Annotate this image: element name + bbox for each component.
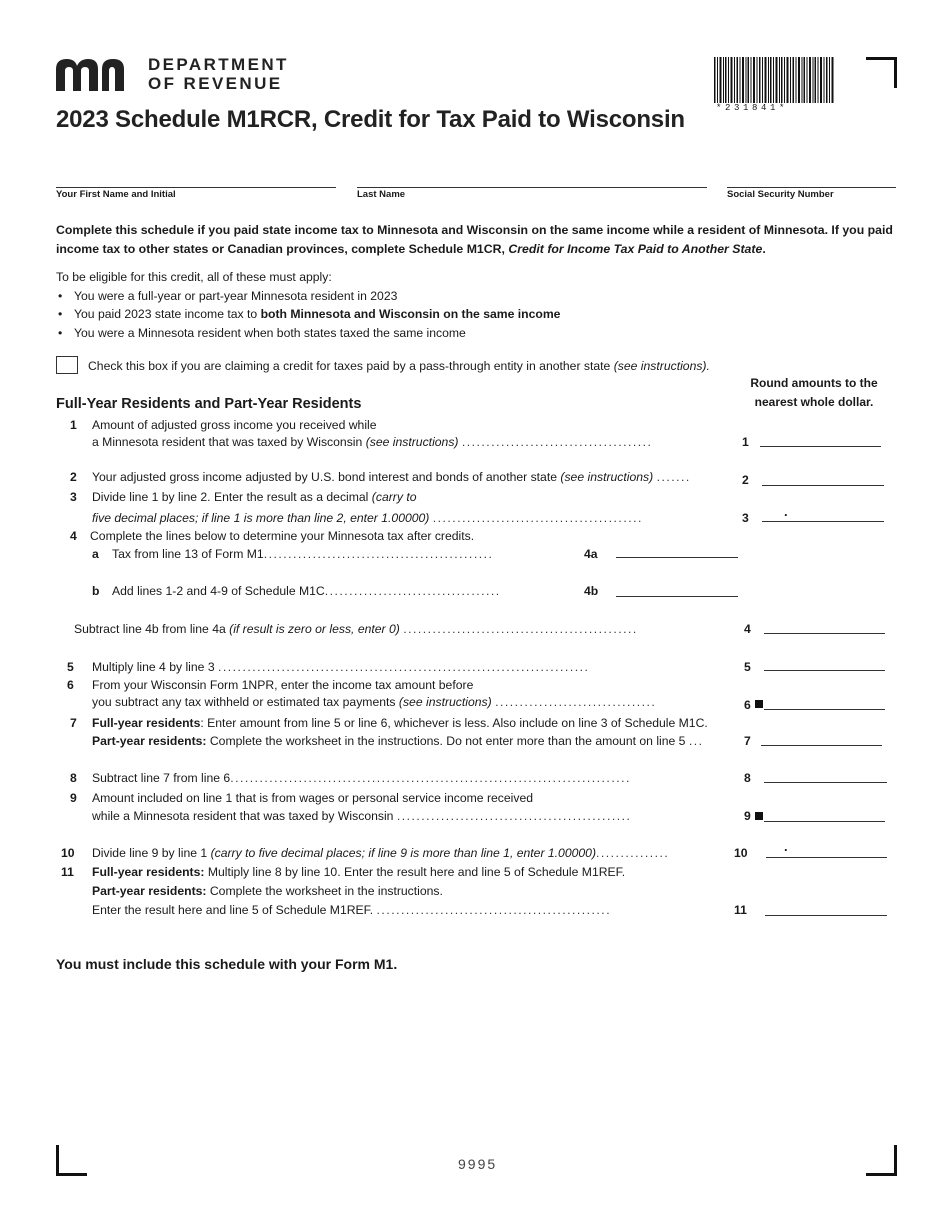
line6-desc: you subtract any tax withheld or estimated tax payments — [92, 695, 396, 709]
pass-through-checkbox[interactable] — [56, 356, 78, 374]
line3-desc: Divide line 1 by line 2. Enter the result as a decimal — [92, 490, 369, 504]
barcode-icon — [714, 57, 834, 103]
line-number: 9 — [70, 791, 77, 805]
line4-box-label: 4 — [744, 622, 751, 636]
line4a-letter: a — [92, 547, 99, 561]
leader-dots: .................................... — [324, 584, 501, 598]
line7-box-label: 7 — [744, 734, 751, 748]
checkbox-text: Check this box if you are claiming a credit for taxes paid by a pass-through entity in another state — [88, 359, 611, 373]
line7-full-year-text: : Enter amount from line 5 or line 6, whichever is less. Also include on line 3 of Schedule M1C. — [200, 716, 708, 730]
line4a-text — [112, 547, 493, 561]
leader-dots: .................................................................................. — [230, 771, 631, 785]
line8-box-label: 8 — [744, 771, 751, 785]
line10-text — [92, 846, 669, 860]
line3-note-a: (carry to — [371, 490, 417, 504]
intro-end: . — [762, 242, 766, 256]
line6-amount-field[interactable] — [764, 709, 885, 710]
checkbox-label — [88, 359, 710, 373]
eligibility-heading: To be eligible for this credit, all of these must apply: — [56, 270, 332, 284]
line7-amount-field[interactable] — [761, 745, 882, 746]
leader-dots: ............... — [596, 846, 670, 860]
line4-subtract-text — [74, 622, 638, 636]
line1-desc: a Minnesota resident that was taxed by Wisconsin — [92, 435, 363, 449]
line3-text-b — [92, 511, 643, 525]
line-number: 8 — [70, 771, 77, 785]
line2-note: (see instructions) — [560, 470, 654, 484]
line4b-letter: b — [92, 584, 100, 598]
mn-logo-icon — [56, 57, 136, 91]
line4b-box-label: 4b — [584, 584, 599, 598]
line7-text-a — [92, 716, 708, 730]
first-name-label: Your First Name and Initial — [56, 189, 176, 200]
line6-text-b — [92, 695, 656, 709]
line6-text-a: From your Wisconsin Form 1NPR, enter the income tax amount before — [92, 678, 474, 692]
last-name-field[interactable] — [357, 187, 707, 203]
eligibility-item2-bold: both Minnesota and Wisconsin on the same income — [260, 307, 561, 321]
eligibility-item: • You were a Minnesota resident when both states taxed the same income — [56, 324, 896, 343]
line9-desc: while a Minnesota resident that was taxed by Wisconsin — [92, 809, 394, 823]
line9-box-label: 9 — [744, 809, 751, 823]
page-number: 9995 — [458, 1156, 498, 1172]
decimal-point: . — [784, 504, 788, 519]
ssn-label: Social Security Number — [727, 189, 834, 200]
leader-dots: ....................................... — [461, 435, 653, 449]
line9-text-b — [92, 809, 631, 823]
line3-note-b: five decimal places; if line 1 is more than line 2, enter 1.00000) — [92, 511, 430, 525]
line2-box-label: 2 — [742, 473, 749, 487]
line8-desc: Subtract line 7 from line 6 — [92, 771, 231, 785]
leader-dots: ... — [688, 734, 704, 748]
crop-mark-bottom-left — [56, 1145, 87, 1176]
line1-note: (see instructions) — [365, 435, 459, 449]
department-line1: DEPARTMENT — [148, 55, 289, 74]
line4-text: Complete the lines below to determine your Minnesota tax after credits. — [90, 529, 475, 543]
ssn-field[interactable] — [727, 187, 896, 203]
line-number: 6 — [67, 678, 74, 692]
line4a-desc: Tax from line 13 of Form M1 — [112, 547, 264, 561]
line4a-amount-field[interactable] — [616, 557, 738, 558]
line7-full-year-label: Full-year residents — [92, 716, 201, 730]
line11-text-a — [92, 865, 625, 879]
line2-desc: Your adjusted gross income adjusted by U.S. bond interest and bonds of another state — [92, 470, 558, 484]
checkbox-italic: (see instructions). — [613, 359, 710, 373]
intro-form-title: Credit for Income Tax Paid to Another State — [508, 242, 763, 256]
leader-dots: ................................................ — [376, 903, 612, 917]
line10-box-label: 10 — [734, 846, 748, 860]
line4-amount-field[interactable] — [764, 633, 885, 634]
line8-amount-field[interactable] — [764, 782, 887, 783]
line5-box-label: 5 — [744, 660, 751, 674]
line4-subtract-desc: Subtract line 4b from line 4a — [74, 622, 226, 636]
line9-text-a: Amount included on line 1 that is from wages or personal service income received — [92, 791, 534, 805]
scan-marker-icon — [755, 812, 763, 820]
first-name-field[interactable] — [56, 187, 336, 203]
line4b-desc: Add lines 1-2 and 4-9 of Schedule M1C — [112, 584, 325, 598]
intro-text: Complete this schedule if you paid state income tax to Minnesota and Wisconsin on the same income while a resident of Minnesota. If you paid income tax to other states or Canadian provinces, complete Schedule M1CR, — [56, 223, 893, 256]
leader-dots: ................................. — [495, 695, 657, 709]
eligibility-item2-text: You paid 2023 state income tax to — [74, 307, 261, 321]
leader-dots: ....... — [656, 470, 691, 484]
eligibility-item — [56, 305, 896, 324]
line1-box-label: 1 — [742, 435, 749, 449]
footer-note: You must include this schedule with your Form M1. — [56, 956, 398, 972]
line11-box-label: 11 — [734, 903, 747, 917]
line-number: 4 — [70, 529, 77, 543]
line-number: 3 — [70, 490, 77, 504]
line9-amount-field[interactable] — [764, 821, 885, 822]
page-title: 2023 Schedule M1RCR, Credit for Tax Paid to Wisconsin — [56, 106, 685, 133]
scan-marker-icon — [755, 700, 763, 708]
line7-part-year-label: Part-year residents: — [92, 734, 207, 748]
line1-text-b — [92, 435, 652, 449]
line3-box-label: 3 — [742, 511, 749, 525]
line-number: 10 — [61, 846, 75, 860]
rounding-note-line1: Round amounts to the — [750, 376, 878, 390]
line2-text — [92, 470, 691, 484]
line6-box-label: 6 — [744, 698, 751, 712]
department-name — [148, 55, 289, 93]
line11-text-c — [92, 903, 611, 917]
line11-amount-field[interactable] — [765, 915, 887, 916]
line11-part-year-label: Part-year residents: — [92, 884, 207, 898]
line-number: 11 — [61, 865, 74, 879]
line11-full-year-label: Full-year residents: — [92, 865, 205, 879]
line3-decimal-field[interactable] — [762, 521, 884, 522]
eligibility-item: • You were a full-year or part-year Minnesota resident in 2023 — [56, 287, 896, 306]
line11-full-year-text: Multiply line 8 by line 10. Enter the result here and line 5 of Schedule M1REF. — [204, 865, 626, 879]
line11-part-year-text: Complete the worksheet in the instructions. — [206, 884, 443, 898]
line5-desc: Multiply line 4 by line 3 — [92, 660, 215, 674]
leader-dots: ........................................... — [432, 511, 643, 525]
leader-dots: ................................................ — [396, 809, 632, 823]
section-title: Full-Year Residents and Part-Year Residents — [56, 396, 362, 412]
line3-text-a — [92, 490, 417, 504]
line-number: 2 — [70, 470, 77, 484]
line10-decimal-field[interactable] — [766, 857, 887, 858]
line8-text — [92, 771, 631, 785]
line1-text-a: Amount of adjusted gross income you received while — [92, 418, 377, 432]
line5-amount-field[interactable] — [764, 670, 885, 671]
line1-amount-field[interactable] — [760, 446, 881, 447]
line2-amount-field[interactable] — [762, 485, 884, 486]
line4b-amount-field[interactable] — [616, 596, 738, 597]
leader-dots: ............................................................................ — [218, 660, 590, 674]
line11-text-b — [92, 884, 443, 898]
line10-desc: Divide line 9 by line 1 — [92, 846, 208, 860]
line4-subtract-note: (if result is zero or less, enter 0) — [229, 622, 400, 636]
line-number: 7 — [70, 716, 77, 730]
line-number: 1 — [70, 418, 77, 432]
line5-text — [92, 660, 589, 674]
line11-desc: Enter the result here and line 5 of Schedule M1REF. — [92, 903, 374, 917]
decimal-point: . — [784, 839, 788, 854]
line4a-box-label: 4a — [584, 547, 598, 561]
eligibility-list — [56, 268, 896, 342]
rounding-note — [740, 374, 888, 412]
crop-mark-top-right — [866, 57, 897, 88]
crop-mark-bottom-right — [866, 1145, 897, 1176]
leader-dots: ............................................... — [263, 547, 494, 561]
line10-note: (carry to five decimal places; if line 9 is more than line 1, enter 1.00000) — [210, 846, 597, 860]
line7-text-b — [92, 734, 704, 748]
leader-dots: ................................................ — [403, 622, 638, 636]
department-line2: OF REVENUE — [148, 74, 283, 93]
last-name-label: Last Name — [357, 189, 406, 200]
line-number: 5 — [67, 660, 74, 674]
line4b-text — [112, 584, 501, 598]
line7-part-year-text: Complete the worksheet in the instructions. Do not enter more than the amount on line 5 — [206, 734, 686, 748]
line6-note: (see instructions) — [398, 695, 492, 709]
rounding-note-line2: nearest whole dollar. — [754, 395, 874, 409]
barcode-text: *231841* — [716, 103, 789, 113]
intro-paragraph — [56, 221, 896, 259]
